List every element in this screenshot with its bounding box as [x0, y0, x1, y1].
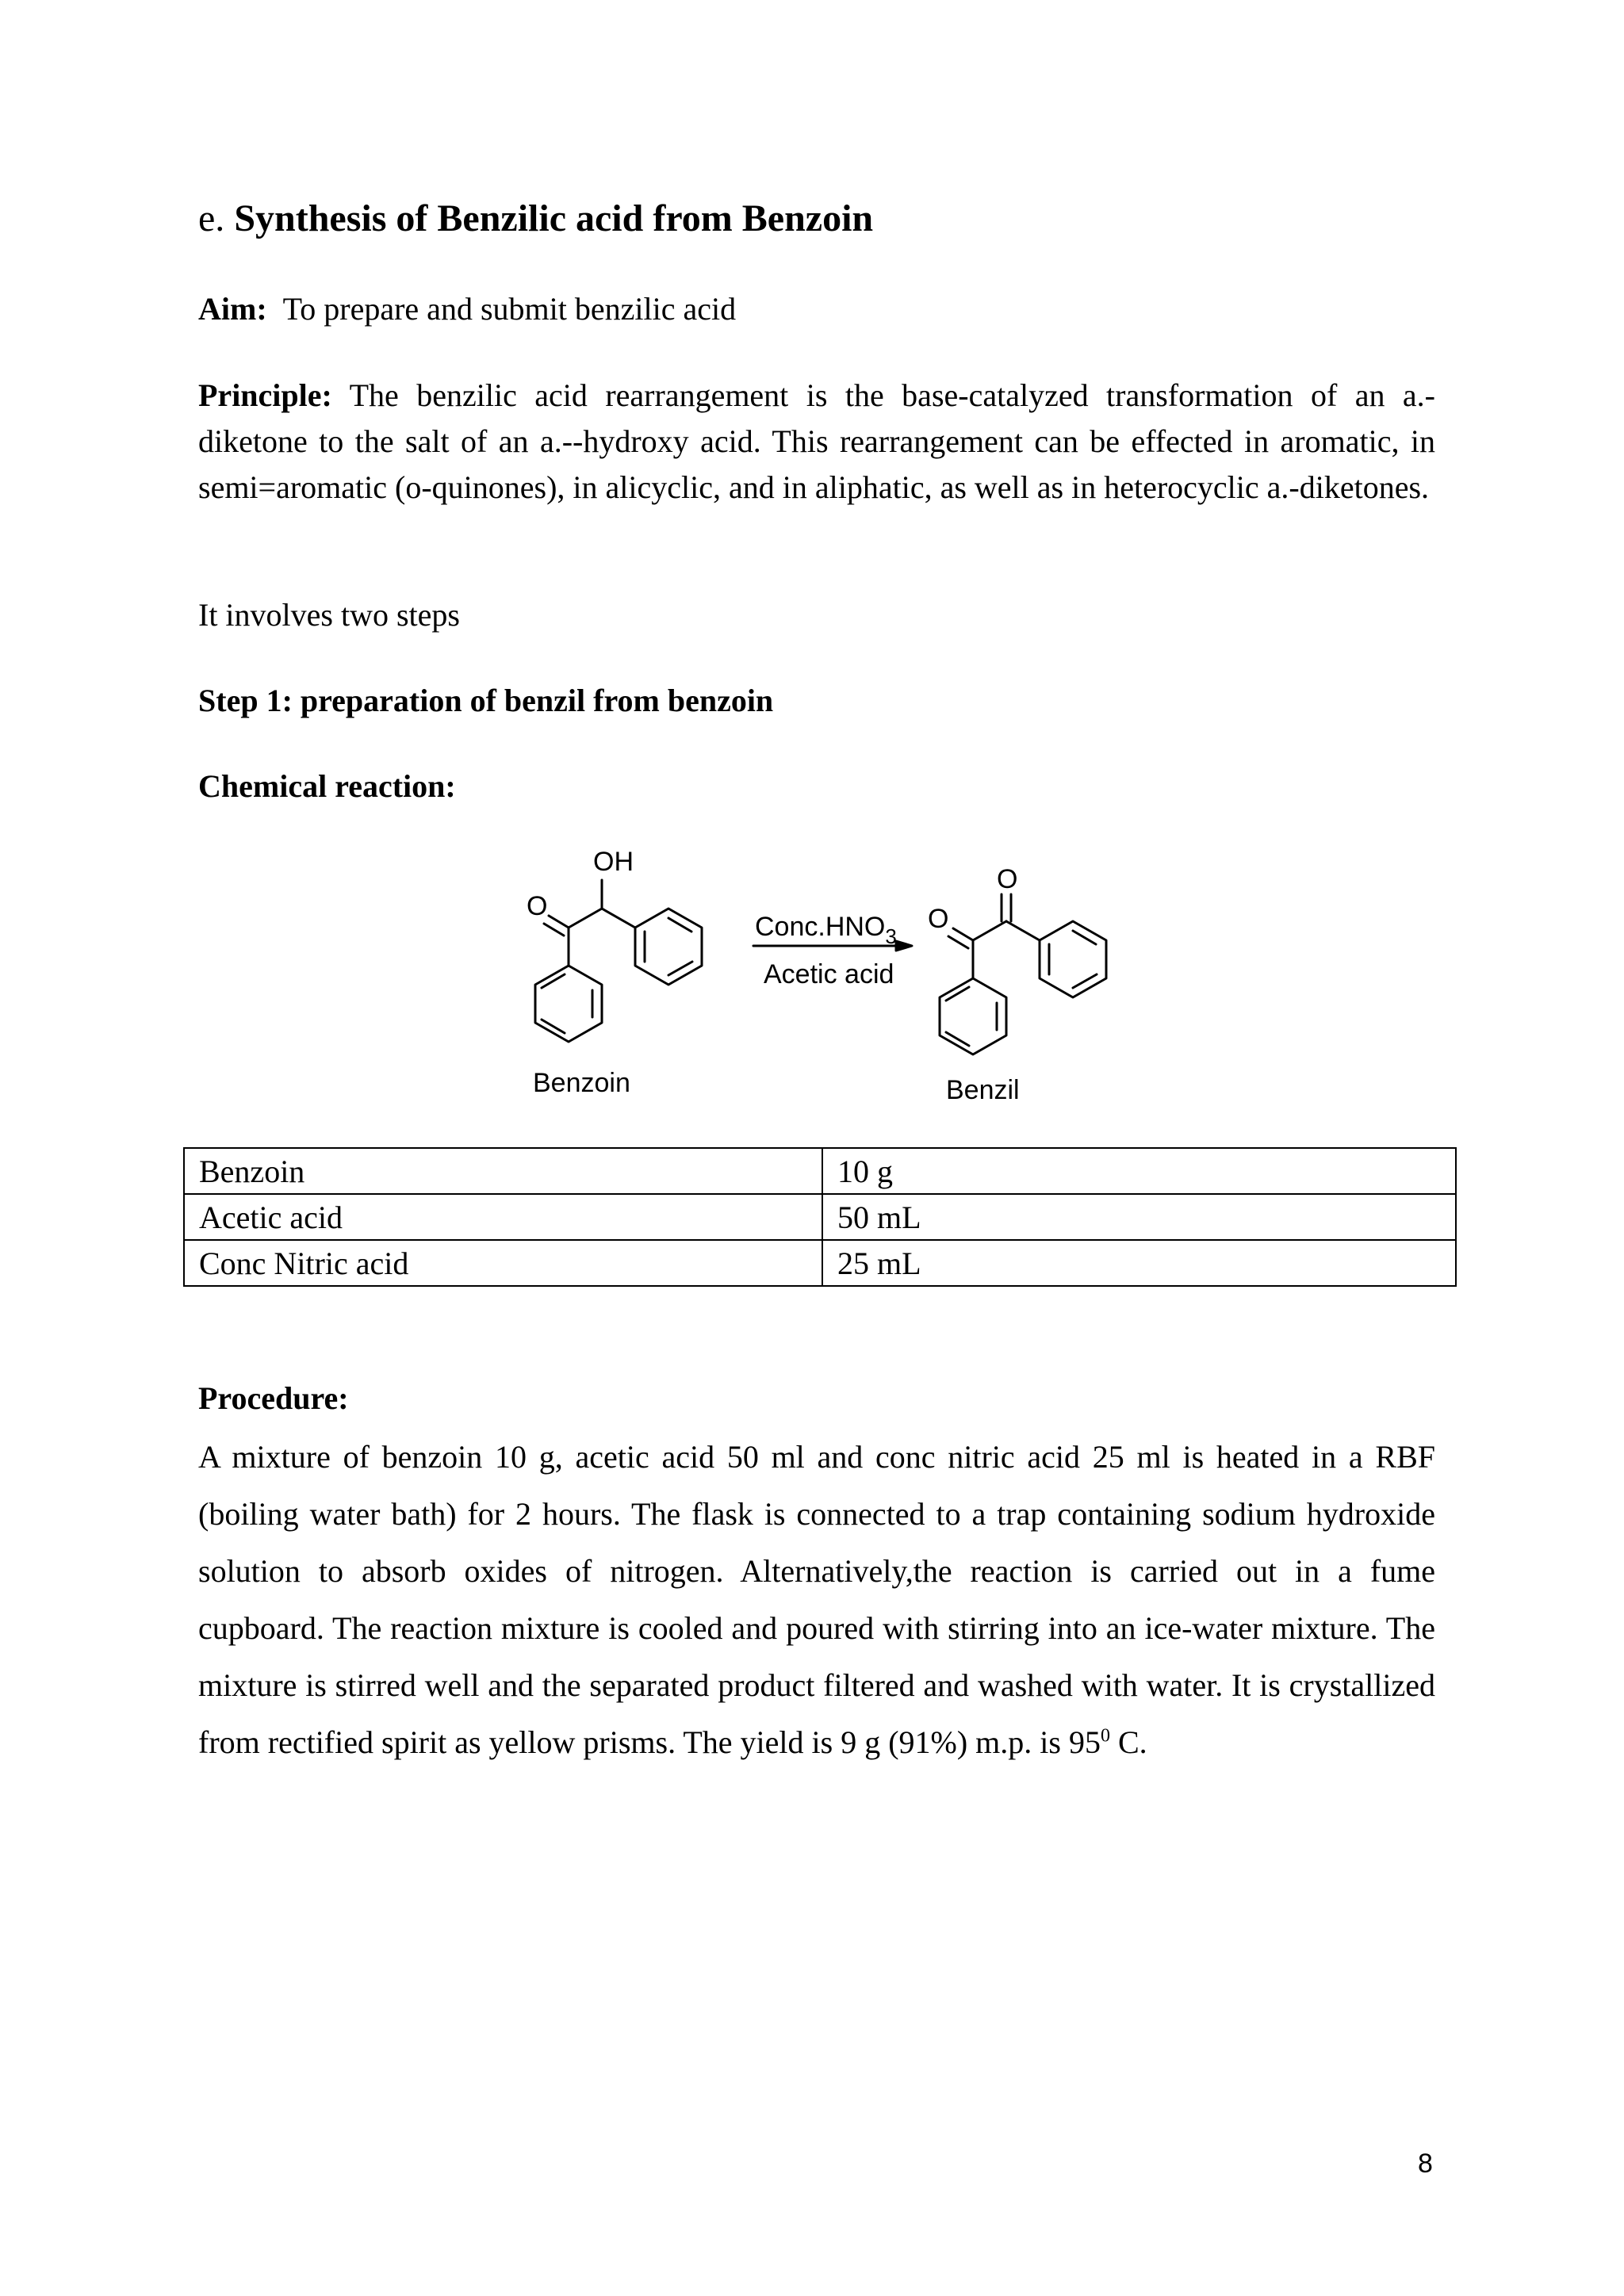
table-row	[184, 1240, 1456, 1286]
reagent-name-cell: Acetic acid	[184, 1194, 822, 1240]
benzoin-bond	[602, 909, 635, 928]
benzil-phenyl-ring-lower	[940, 978, 1006, 1054]
reagent-amount-cell: 25 mL	[822, 1240, 1456, 1286]
steps-intro: It involves two steps	[198, 597, 460, 633]
benzil-bond	[973, 921, 1006, 940]
step1-heading: Step 1: preparation of benzil from benzoin	[198, 683, 774, 718]
section-title: Synthesis of Benzilic acid from Benzoin	[234, 197, 874, 239]
reagent-name-cell: Conc Nitric acid	[184, 1240, 822, 1286]
benzoin-bond	[569, 909, 602, 928]
reactant-name: Benzoin	[533, 1068, 630, 1098]
reagent-name-cell: Benzoin	[184, 1148, 822, 1194]
section-heading	[198, 197, 873, 240]
benzil-carbonyl-bond	[953, 928, 973, 940]
benzoin-hydroxyl-label: OH	[593, 847, 634, 877]
chemical-reaction-heading: Chemical reaction:	[198, 768, 456, 804]
benzil-carbonyl-bond-2	[948, 936, 968, 948]
benzoin-carbonyl-oxygen-label: O	[527, 891, 548, 921]
benzoin-phenyl-ring-lower	[535, 966, 602, 1042]
table-row	[184, 1148, 1456, 1194]
reagents-table	[183, 1147, 1457, 1287]
reagent-amount-cell: 50 mL	[822, 1194, 1456, 1240]
principle-text: The benzilic acid rearrangement is the base-catalyzed transformation of an a.-diketone to the salt of an a.--hydroxy acid. This rearrangement can be effected in aromatic, in semi=aromatic (o-quinones), in alicyclic, and in aliphatic, as well as in heterocyclic a.-diketones.	[198, 377, 1435, 505]
reagent-amount-cell: 10 g	[822, 1148, 1456, 1194]
procedure-paragraph	[198, 1429, 1435, 1771]
benzoin-carbonyl-bond	[549, 916, 569, 928]
table-row	[184, 1194, 1456, 1240]
aim-text: To prepare and submit benzilic acid	[282, 291, 737, 327]
benzil-bond	[1006, 921, 1040, 940]
procedure-heading: Procedure:	[198, 1380, 349, 1416]
benzoin-carbonyl-bond-2	[544, 924, 564, 936]
page-number: 8	[1418, 2149, 1433, 2179]
reaction-scheme	[0, 832, 1624, 1118]
aim-label: Aim:	[198, 291, 267, 327]
temperature-superscript: 0	[1100, 1725, 1110, 1747]
principle-label: Principle:	[198, 377, 332, 413]
benzil-top-oxygen-label: O	[997, 864, 1018, 894]
product-name: Benzil	[946, 1075, 1020, 1105]
benzil-phenyl-ring-right	[1040, 921, 1106, 997]
section-prefix: e.	[198, 197, 235, 239]
reagent-top-label: $Conc.HNO_3$	[755, 912, 897, 948]
procedure-text: A mixture of benzoin 10 g, acetic acid 50 ml and conc nitric acid 25 ml is heated in a RBF (boiling water bath) for 2 hours. The flask is connected to a trap containing sodium hydroxide solution to absorb oxides of nitrogen. Alternatively,the reaction is carried out in a fume cupboard. The reaction mixture is cooled and poured with stirring into an ice-water mixture. The mixture is stirred well and the separated product filtered and washed with water. It is crystallized from rectified spirit as yellow prisms. The yield is 9 g (91%) m.p. is 95	[198, 1439, 1435, 1760]
aim-paragraph	[198, 290, 736, 327]
reaction-arrow-head	[896, 941, 912, 951]
temperature-unit: C.	[1109, 1724, 1147, 1760]
reagent-bottom-label: Acetic acid	[764, 959, 894, 989]
benzil-carbonyl-oxygen-label: O	[928, 904, 949, 934]
benzoin-phenyl-ring-right	[635, 909, 702, 985]
principle-paragraph	[198, 373, 1435, 511]
